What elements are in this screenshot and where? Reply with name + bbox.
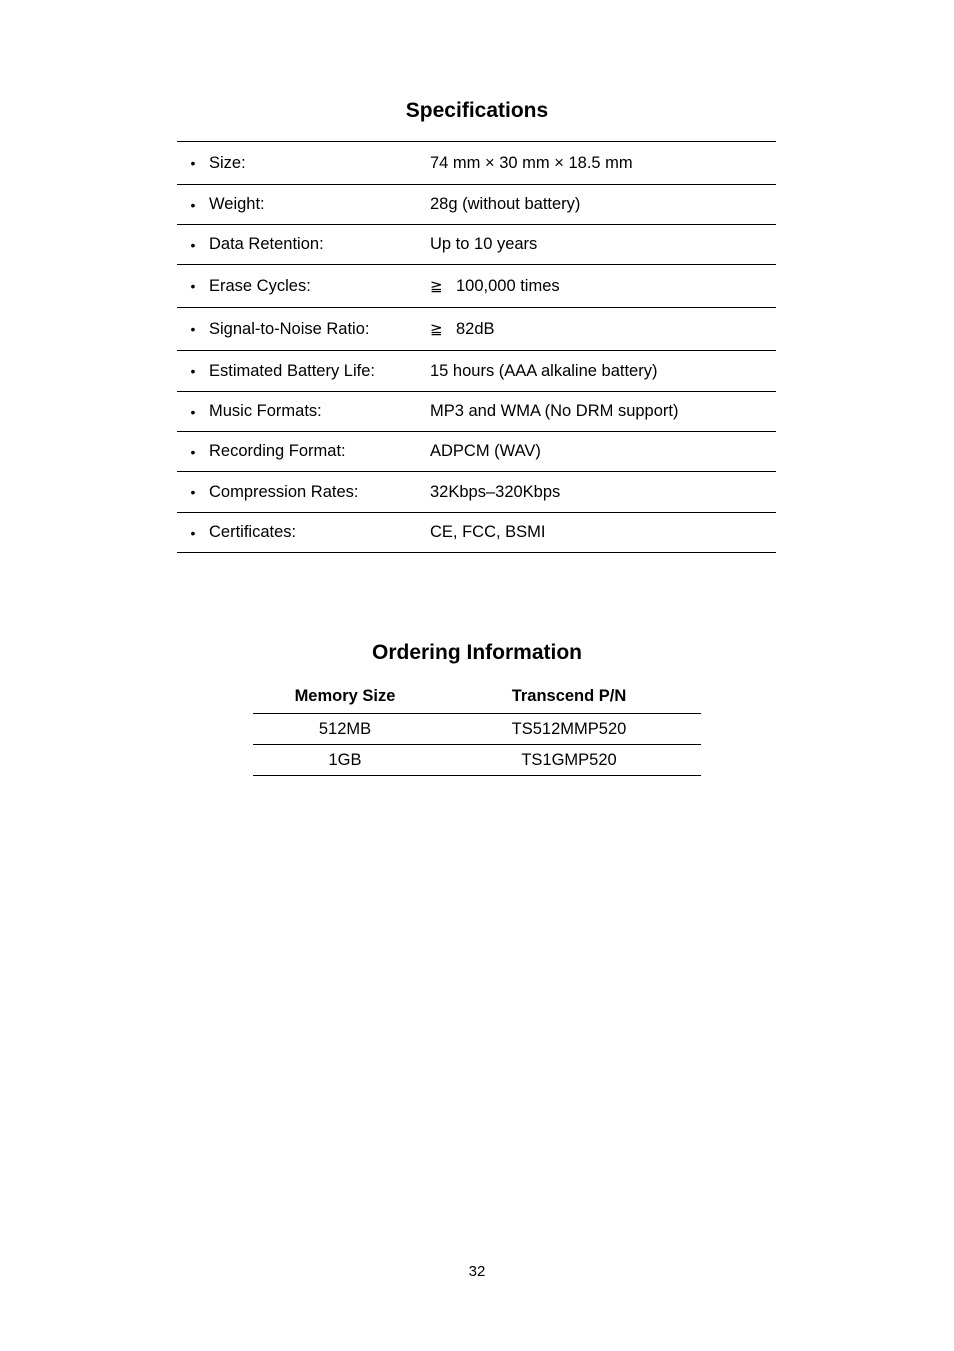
spec-row-signal-to-noise — [177, 308, 776, 351]
spec-value-text: 100,000 times — [456, 276, 560, 295]
spec-value: CE, FCC, BSMI — [430, 523, 546, 541]
ordering-header-row — [253, 679, 701, 714]
part-number-cell: TS1GMP520 — [437, 745, 701, 776]
ordering-row — [253, 714, 701, 745]
spec-label: Data Retention: — [209, 235, 324, 253]
bullet-icon: • — [190, 403, 196, 420]
ordering-table — [253, 679, 701, 776]
spec-label: Recording Format: — [209, 442, 346, 460]
bullet-icon: • — [190, 484, 196, 500]
spec-label: Estimated Battery Life: — [209, 361, 375, 380]
specifications-table — [177, 141, 776, 553]
spec-value: 15 hours (AAA alkaline battery) — [430, 361, 658, 380]
spec-row-certificates — [177, 513, 776, 553]
part-number-cell: TS512MMP520 — [437, 714, 701, 745]
spec-row-compression-rates — [177, 472, 776, 513]
header-part-number: Transcend P/N — [437, 679, 701, 714]
spec-label: Certificates: — [209, 523, 297, 541]
memory-size-cell: 1GB — [253, 745, 437, 776]
spec-label: Music Formats: — [209, 402, 322, 420]
spec-value-text: 82dB — [456, 319, 495, 338]
spec-label: Weight: — [209, 195, 265, 213]
greater-than-or-equal-icon: ≧ — [430, 276, 443, 295]
spec-row-recording-format — [177, 432, 776, 472]
bullet-icon: • — [190, 278, 196, 294]
spec-row-erase-cycles — [177, 265, 776, 308]
bullet-icon: • — [190, 443, 196, 460]
bullet-icon: • — [190, 321, 196, 337]
ordering-information-title: Ordering Information — [372, 641, 582, 664]
spec-value — [430, 265, 776, 308]
greater-than-or-equal-icon: ≧ — [430, 319, 443, 338]
spec-value — [430, 308, 776, 351]
memory-size-cell: 512MB — [253, 714, 437, 745]
spec-row-weight — [177, 185, 776, 225]
spec-row-music-formats — [177, 392, 776, 432]
bullet-icon: • — [190, 155, 196, 171]
ordering-row — [253, 745, 701, 776]
spec-value: 32Kbps–320Kbps — [430, 482, 561, 501]
spec-row-data-retention — [177, 225, 776, 265]
bullet-icon: • — [190, 196, 196, 213]
spec-label: Compression Rates: — [209, 482, 359, 501]
specifications-title: Specifications — [405, 99, 549, 122]
bullet-icon: • — [190, 363, 196, 379]
spec-row-battery-life — [177, 351, 776, 392]
spec-label: Erase Cycles: — [209, 276, 311, 295]
bullet-icon: • — [190, 236, 196, 253]
spec-value: MP3 and WMA (No DRM support) — [430, 402, 679, 420]
page-number: 32 — [468, 1263, 486, 1280]
spec-value: Up to 10 years — [430, 235, 538, 253]
bullet-icon: • — [190, 524, 196, 541]
spec-value: ADPCM (WAV) — [430, 442, 541, 460]
spec-label: Size: — [209, 153, 246, 172]
header-memory-size: Memory Size — [253, 679, 437, 714]
spec-label: Signal-to-Noise Ratio: — [209, 319, 370, 338]
spec-row-size — [177, 142, 776, 185]
spec-value: 74 mm × 30 mm × 18.5 mm — [430, 153, 633, 172]
spec-value: 28g (without battery) — [430, 195, 581, 213]
